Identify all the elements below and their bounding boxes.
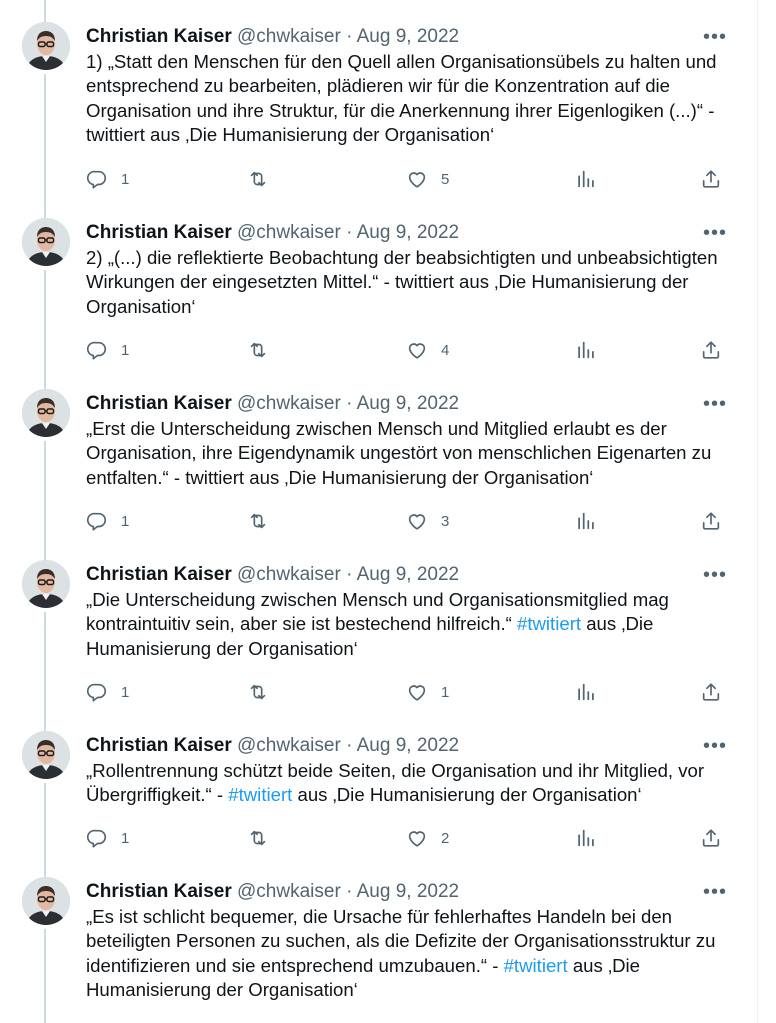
author-handle[interactable]: @chwkaiser (237, 26, 341, 47)
share-button[interactable] (700, 167, 722, 191)
tweet-text (86, 50, 736, 147)
reply-icon (86, 510, 108, 532)
avatar-image (22, 877, 70, 925)
more-icon[interactable]: ••• (703, 881, 728, 903)
views-icon (575, 681, 597, 703)
tweet-header (86, 222, 727, 244)
like-count: 2 (441, 829, 450, 847)
author-name[interactable]: Christian Kaiser (86, 564, 232, 585)
reply-icon (86, 827, 108, 849)
avatar-image (22, 22, 70, 70)
reply-count: 1 (121, 170, 130, 188)
author-name[interactable]: Christian Kaiser (86, 735, 232, 756)
like-button[interactable] (406, 826, 449, 850)
share-icon (700, 339, 722, 361)
tweet-header (86, 881, 727, 903)
tweet-date[interactable]: Aug 9, 2022 (356, 26, 460, 47)
reply-count: 1 (121, 683, 130, 701)
views-button[interactable] (575, 509, 597, 533)
separator: · (346, 735, 353, 756)
reply-icon (86, 339, 108, 361)
thread-line (44, 270, 46, 389)
views-icon (575, 339, 597, 361)
reply-button[interactable] (86, 826, 129, 850)
like-icon (406, 681, 428, 703)
hashtag-link[interactable]: #twitiert (516, 613, 582, 635)
tweet-text-segment: „Es ist schlicht bequemer, die Ursache für fehlerhaftes Handeln bei den beteiligten Personen zu suchen, als die Defizite der Organisationsstruktur zu identifizieren und sie entsprechend umzubauen.“ - (86, 906, 716, 976)
like-count: 5 (441, 170, 450, 188)
share-icon (700, 681, 722, 703)
thread-line (44, 612, 46, 731)
thread-line (44, 929, 46, 1023)
more-icon[interactable]: ••• (703, 222, 728, 244)
reply-count: 1 (121, 341, 130, 359)
tweet-actions (86, 167, 736, 191)
share-button[interactable] (700, 826, 722, 850)
avatar-image (22, 218, 70, 266)
share-button[interactable] (700, 509, 722, 533)
retweet-button[interactable] (247, 167, 282, 191)
separator: · (346, 393, 353, 414)
tweet-text-segment: „Rollentrennung schützt beide Seiten, die Organisation und ihr Mitglied, vor Übergriffigkeit.“ - (86, 760, 705, 806)
more-icon[interactable]: ••• (703, 564, 728, 586)
retweet-icon (247, 168, 269, 190)
separator: · (346, 881, 353, 902)
retweet-icon (247, 510, 269, 532)
thread-line (44, 783, 46, 877)
like-icon (406, 510, 428, 532)
hashtag-link[interactable]: #twitiert (228, 784, 293, 806)
author-handle[interactable]: @chwkaiser (237, 881, 341, 902)
share-button[interactable] (700, 680, 722, 704)
tweet-text-segment: aus ‚Die Humanisierung der Organisation‘ (86, 613, 654, 659)
avatar[interactable] (22, 22, 70, 70)
views-button[interactable] (575, 167, 597, 191)
reply-button[interactable] (86, 338, 129, 362)
views-button[interactable] (575, 338, 597, 362)
tweet-header (86, 735, 727, 757)
tweet-date[interactable]: Aug 9, 2022 (356, 222, 460, 243)
views-button[interactable] (575, 680, 597, 704)
author-name[interactable]: Christian Kaiser (86, 393, 232, 414)
tweet-date[interactable]: Aug 9, 2022 (356, 393, 460, 414)
tweet-header (86, 564, 727, 586)
tweet-text (86, 588, 736, 661)
more-icon[interactable]: ••• (703, 393, 728, 415)
separator: · (346, 26, 353, 47)
reply-icon (86, 168, 108, 190)
tweet-text-segment: „Erst die Unterscheidung zwischen Mensch und Mitglied erlaubt es der Organisation, ihre Eigendynamik ungestört von menschlichen Eigenarten zu entfalten.“ - twittiert aus ‚Die Humanisierung der Organisation‘ (86, 418, 712, 488)
author-handle[interactable]: @chwkaiser (237, 222, 341, 243)
tweet-date[interactable]: Aug 9, 2022 (356, 564, 460, 585)
retweet-button[interactable] (247, 509, 282, 533)
more-icon[interactable]: ••• (703, 735, 728, 757)
retweet-icon (247, 827, 269, 849)
tweet-actions (86, 680, 736, 704)
tweet-text (86, 759, 736, 808)
avatar-image (22, 389, 70, 437)
tweet-date[interactable]: Aug 9, 2022 (356, 881, 460, 902)
retweet-button[interactable] (247, 826, 282, 850)
tweet-date[interactable]: Aug 9, 2022 (356, 735, 460, 756)
hashtag-link[interactable]: #twitiert (503, 954, 568, 976)
like-count: 1 (441, 683, 450, 701)
like-count: 3 (441, 512, 450, 530)
tweet-text-segment: aus ‚Die Humanisierung der Organisation‘ (86, 954, 640, 1000)
author-name[interactable]: Christian Kaiser (86, 26, 232, 47)
avatar[interactable] (22, 560, 70, 608)
avatar[interactable] (22, 731, 70, 779)
share-icon (700, 168, 722, 190)
retweet-icon (247, 681, 269, 703)
tweet-text-segment: aus ‚Die Humanisierung der Organisation‘ (292, 784, 642, 806)
avatar[interactable] (22, 877, 70, 925)
avatar-image (22, 560, 70, 608)
tweet-text-segment: 1) „Statt den Menschen für den Quell allen Organisationsübels zu halten und entsprechend zu bearbeiten, plädieren wir für die Konzentration auf die Organisation und ihre Struktur, für die Anerkennung ihrer Eigenlogiken (...)“ - twittiert aus ‚Die Humanisierung der Organisation‘ (86, 51, 717, 145)
separator: · (346, 564, 353, 585)
share-icon (700, 510, 722, 532)
separator: · (346, 222, 353, 243)
tweet-text (86, 246, 736, 319)
author-handle[interactable]: @chwkaiser (237, 564, 341, 585)
reply-button[interactable] (86, 167, 129, 191)
thread-line (44, 74, 46, 218)
share-button[interactable] (700, 338, 722, 362)
like-button[interactable] (406, 680, 449, 704)
avatar[interactable] (22, 389, 70, 437)
views-icon (575, 827, 597, 849)
tweet-text-segment: 2) „(...) die reflektierte Beobachtung der beabsichtigten und unbeabsichtigten Wirkungen der eingesetzten Mittel.“ - twittiert aus ‚Die Humanisierung der Organisation‘ (86, 247, 718, 317)
like-button[interactable] (406, 509, 449, 533)
more-icon[interactable]: ••• (703, 26, 728, 48)
tweet-text (86, 417, 736, 490)
views-icon (575, 510, 597, 532)
like-button[interactable] (406, 167, 449, 191)
like-icon (406, 827, 428, 849)
tweet-actions (86, 338, 736, 362)
author-handle[interactable]: @chwkaiser (237, 393, 341, 414)
reply-count: 1 (121, 512, 130, 530)
like-button[interactable] (406, 338, 449, 362)
thread-line (44, 441, 46, 560)
author-name[interactable]: Christian Kaiser (86, 222, 232, 243)
share-icon (700, 827, 722, 849)
tweet-header (86, 26, 727, 48)
tweet-text-segment: „Die Unterscheidung zwischen Mensch und Organisationsmitglied mag kontraintuitiv sein, aber sie ist bestechend hilfreich.“ (86, 589, 669, 635)
thread-line (44, 0, 46, 22)
author-name[interactable]: Christian Kaiser (86, 881, 232, 902)
author-handle[interactable]: @chwkaiser (237, 735, 341, 756)
tweet-header (86, 393, 727, 415)
retweet-button[interactable] (247, 680, 282, 704)
reply-button[interactable] (86, 509, 129, 533)
tweet-actions (86, 826, 736, 850)
reply-count: 1 (121, 829, 130, 847)
avatar-image (22, 731, 70, 779)
views-icon (575, 168, 597, 190)
retweet-button[interactable] (247, 338, 282, 362)
avatar[interactable] (22, 218, 70, 266)
tweet-actions (86, 509, 736, 533)
tweet-text (86, 905, 736, 1002)
like-icon (406, 168, 428, 190)
like-icon (406, 339, 428, 361)
timeline-border (757, 0, 758, 1023)
views-button[interactable] (575, 826, 597, 850)
reply-button[interactable] (86, 680, 129, 704)
like-count: 4 (441, 341, 450, 359)
retweet-icon (247, 339, 269, 361)
reply-icon (86, 681, 108, 703)
